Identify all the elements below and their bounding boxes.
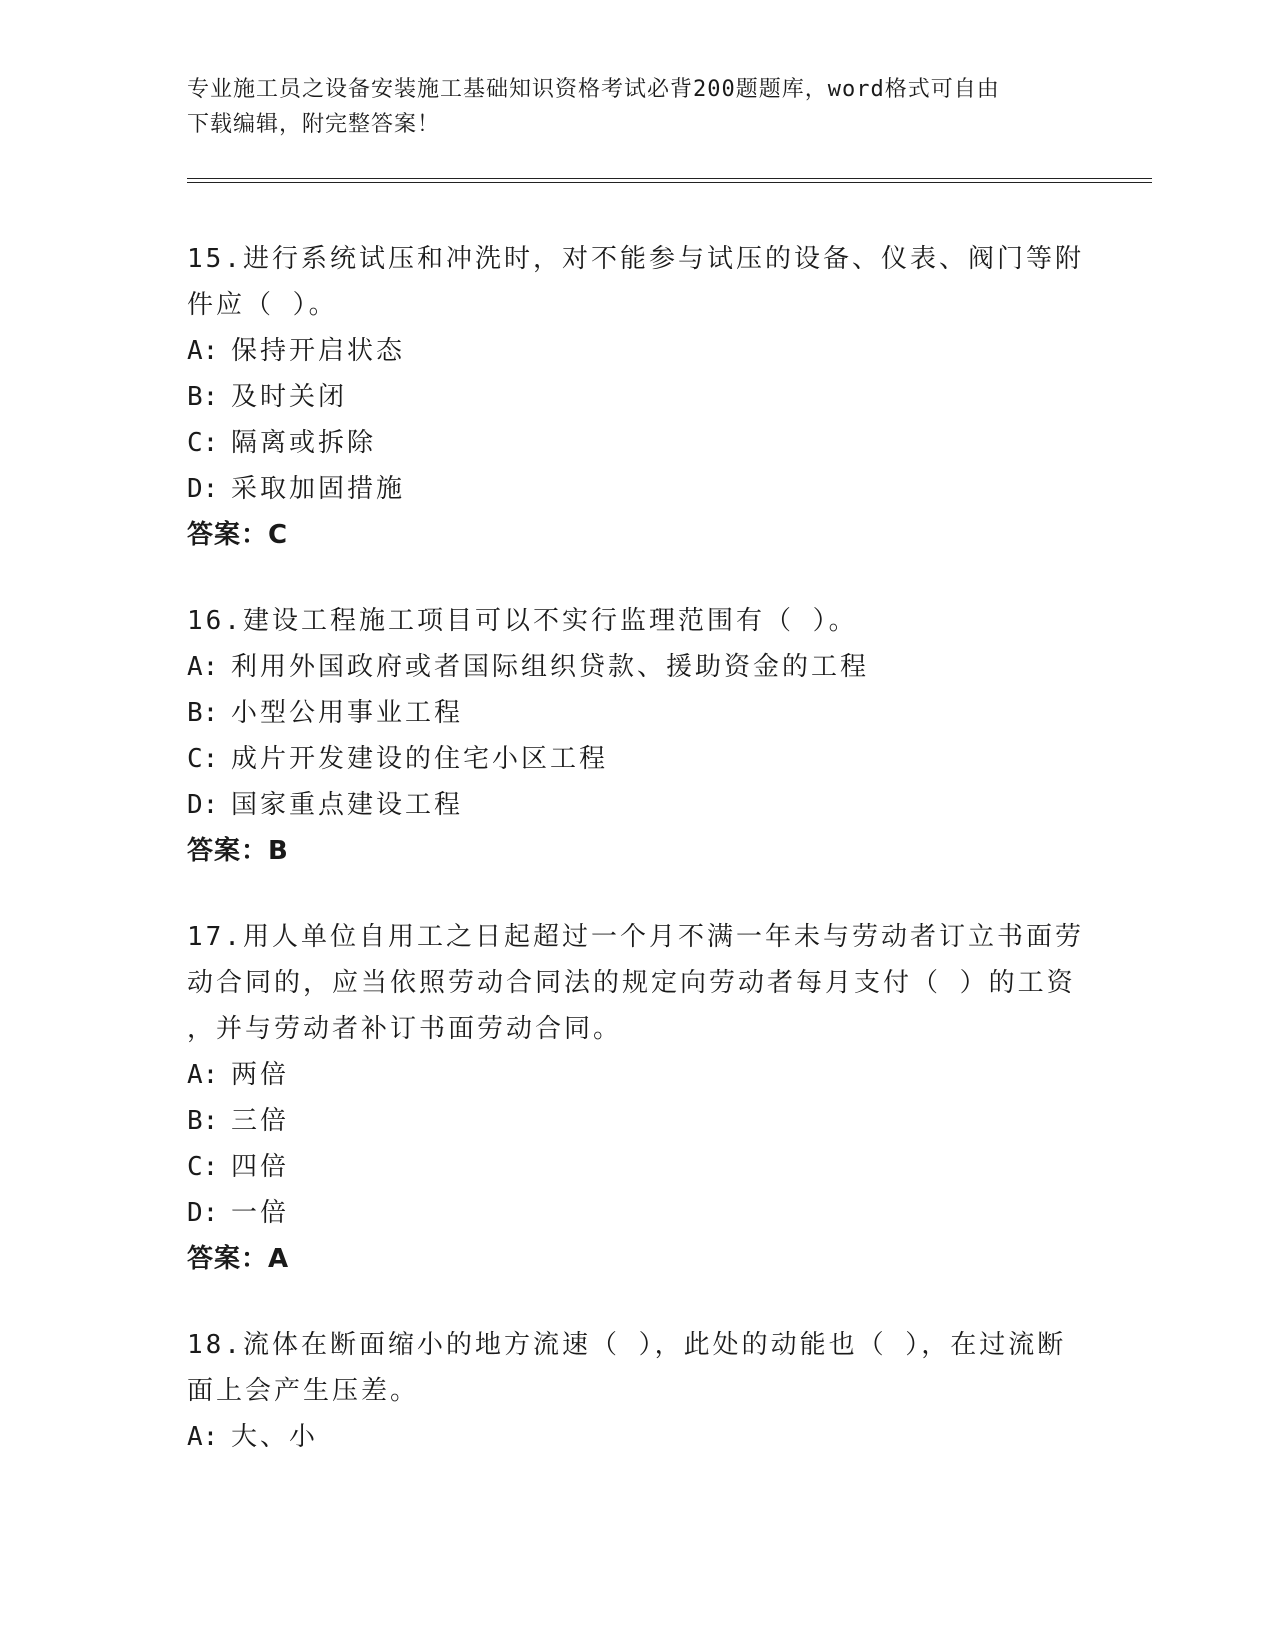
option-text: 成片开发建设的住宅小区工程	[231, 744, 609, 774]
option-text: 保持开启状态	[231, 336, 406, 366]
option-b	[187, 374, 1087, 420]
question-stem-line: 17.用人单位自用工之日起超过一个月不满一年未与劳动者订立书面劳	[187, 922, 1084, 952]
option-d	[187, 782, 1087, 828]
option-text: 小型公用事业工程	[231, 698, 464, 728]
option-letter: D:	[187, 474, 219, 504]
option-c	[187, 736, 1087, 782]
option-text: 四倍	[231, 1152, 290, 1182]
question-stem-line: 件应（ ）。	[187, 290, 338, 320]
option-letter: D:	[187, 790, 219, 820]
document-header	[187, 72, 1067, 142]
option-d	[187, 466, 1087, 512]
option-text: 采取加固措施	[231, 474, 406, 504]
header-divider	[187, 178, 1152, 183]
option-text: 大、小	[231, 1422, 319, 1452]
question-17	[187, 914, 1087, 1282]
question-stem-line: 16.建设工程施工项目可以不实行监理范围有（ ）。	[187, 606, 858, 636]
option-d	[187, 1190, 1087, 1236]
option-c	[187, 1144, 1087, 1190]
option-letter: C:	[187, 1152, 219, 1182]
question-stem-line: 动合同的，应当依照劳动合同法的规定向劳动者每月支付（ ）的工资	[187, 968, 1076, 998]
header-line-1: 专业施工员之设备安装施工基础知识资格考试必背200题题库，word格式可自由	[187, 77, 1000, 102]
option-a	[187, 1052, 1087, 1098]
question-18	[187, 1322, 1087, 1460]
answer-label: 答案：C	[187, 520, 289, 550]
header-line-2: 下载编辑，附完整答案！	[187, 112, 441, 137]
option-letter: A:	[187, 1060, 219, 1090]
option-c	[187, 420, 1087, 466]
option-letter: D:	[187, 1198, 219, 1228]
option-text: 一倍	[231, 1198, 290, 1228]
option-letter: B:	[187, 382, 219, 412]
answer-label: 答案：B	[187, 836, 289, 866]
question-list	[187, 236, 1087, 1500]
option-text: 利用外国政府或者国际组织贷款、援助资金的工程	[231, 652, 870, 682]
option-b	[187, 690, 1087, 736]
question-stem-line: 面上会产生压差。	[187, 1376, 420, 1406]
question-15	[187, 236, 1087, 558]
question-16	[187, 598, 1087, 874]
option-b	[187, 1098, 1087, 1144]
option-letter: C:	[187, 744, 219, 774]
question-stem-line: 15.进行系统试压和冲洗时，对不能参与试压的设备、仪表、阀门等附	[187, 244, 1084, 274]
option-text: 两倍	[231, 1060, 290, 1090]
option-letter: A:	[187, 1422, 219, 1452]
option-a	[187, 328, 1087, 374]
answer-label: 答案：A	[187, 1244, 290, 1274]
question-stem-line: ，并与劳动者补订书面劳动合同。	[187, 1014, 623, 1044]
question-stem-line: 18.流体在断面缩小的地方流速（ ），此处的动能也（ ），在过流断	[187, 1330, 1067, 1360]
option-letter: B:	[187, 698, 219, 728]
option-text: 国家重点建设工程	[231, 790, 464, 820]
option-text: 及时关闭	[231, 382, 348, 412]
option-a	[187, 1414, 1087, 1460]
option-text: 隔离或拆除	[231, 428, 377, 458]
option-letter: A:	[187, 652, 219, 682]
option-letter: B:	[187, 1106, 219, 1136]
option-text: 三倍	[231, 1106, 290, 1136]
option-letter: C:	[187, 428, 219, 458]
option-a	[187, 644, 1087, 690]
option-letter: A:	[187, 336, 219, 366]
